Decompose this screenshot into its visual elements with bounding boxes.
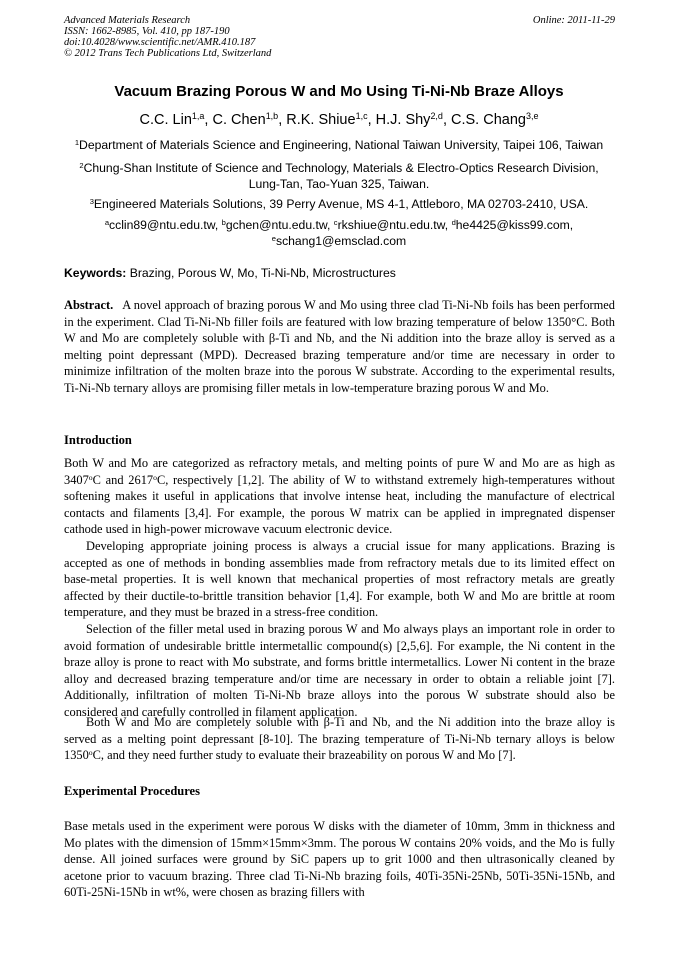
- affiliation-text: Department of Materials Science and Engineering, National Taiwan University, Taipei 106, Taiwan: [79, 138, 604, 152]
- abstract: [64, 297, 615, 396]
- keywords-text: Brazing, Porous W, Mo, Ti-Ni-Nb, Microstructures: [126, 266, 396, 280]
- online-date: Online: 2011-11-29: [532, 15, 615, 26]
- author-name: H.J. Shy: [375, 112, 431, 128]
- author-affiliation-marker: 2,d: [430, 111, 443, 122]
- author-name: C.C. Lin: [139, 112, 192, 128]
- keywords-label: Keywords:: [64, 266, 127, 280]
- intro-paragraph-4: [64, 714, 615, 764]
- affiliation-text: Chung-Shan Institute of Science and Technology, Materials & Electro-Optics Research Division,: [83, 161, 599, 175]
- email-link[interactable]: schang1@emsclad.com: [275, 234, 407, 248]
- affiliation-text: Engineered Materials Solutions, 39 Perry Avenue, MS 4-1, Attleboro, MA 02703-2410, USA.: [93, 197, 589, 211]
- abstract-text: A novel approach of brazing porous W and Mo using three clad Ti-Ni-Nb foils has been performed in the experiment. Clad Ti-Ni-Nb filler foils are featured with low brazing temperature of below 1350°C. Both W and Mo are completely soluble with β-Ti and Nb, and the Ni addition into the braze alloy is served as a melting point depressant (MPD). Decreased brazing temperature and/or time are necessary in order to minimize infiltration of the molten braze into the porous W substrate. According to the experimental results, Ti-Ni-Nb ternary alloys are promising filler metals in low-temperature brazing porous W and Mo.: [64, 298, 615, 395]
- author-list: [40, 112, 638, 128]
- paragraph-text: Both W and Mo are categorized as refractory metals, and melting points of pure W and Mo are as high as 3407: [64, 456, 615, 487]
- email-marker: e: [271, 233, 276, 243]
- email-link[interactable]: rkshiue@ntu.edu.tw,: [337, 218, 452, 232]
- doi[interactable]: doi:10.4028/www.scientific.net/AMR.410.187: [64, 37, 256, 48]
- copyright: © 2012 Trans Tech Publications Ltd, Switzerland: [64, 48, 272, 59]
- email-link[interactable]: cclin89@ntu.edu.tw,: [109, 218, 222, 232]
- paper-title: Vacuum Brazing Porous W and Mo Using Ti-Ni-Nb Braze Alloys: [114, 83, 564, 100]
- journal-name: Advanced Materials Research: [64, 15, 191, 26]
- paragraph-text: C, and they need further study to evaluate their brazeability on porous W and Mo [7].: [92, 748, 516, 762]
- paragraph-text: Both W and Mo are completely soluble with β-Ti and Nb, and the Ni addition into the braze alloy is served as a melting point depressant [8-10]. The brazing temperature of Ti-Ni-Nb ternary alloys is below 1350: [64, 715, 615, 762]
- intro-paragraph-1: [64, 455, 615, 538]
- keywords: [64, 266, 615, 280]
- degree-marker: o: [88, 747, 93, 757]
- affiliation-number: 1: [74, 137, 80, 147]
- author-separator: ,: [204, 112, 213, 128]
- email-marker: b: [221, 217, 226, 227]
- paragraph-text: C and 2617: [92, 472, 154, 487]
- email-link[interactable]: he4425@kiss99.com,: [455, 218, 574, 232]
- intro-paragraph-3: Selection of the filler metal used in brazing porous W and Mo always plays an important role in order to avoid formation of undesirable brittle intermetallic compound(s) [2,5,6]. For example, the Ni content in the braze alloy is prone to react with Mo substrate, and forms brittle intermetallics. Lower Ni content in the braze alloy and decreased brazing temperature and/or time are necessary in order to obtain a reliable joint [7]. Additionally, infiltration of molten Ti-Ni-Nb braze alloys into the porous W substrate should also be considered and carefully controlled in filament application.: [64, 622, 615, 719]
- author-separator: ,: [278, 112, 287, 128]
- experimental-paragraph-1: Base metals used in the experiment were porous W disks with the diameter of 10mm, 3mm in thickness and Mo plates with the dimension of 15mm×15mm×3mm. The porous W contains 20% voids, and the Mo is fully dense. All joined surfaces were ground by SiC papers up to grit 1000 and then ultrasonically cleaned by acetone prior to vacuum brazing. Three clad Ti-Ni-Nb brazing foils, 40Ti-35Ni-25Nb, 50Ti-35Ni-15Nb, and 60Ti-25Ni-15Nb in wt%, were chosen as brazing fillers with: [64, 819, 615, 899]
- author-affiliation-marker: 1,a: [191, 111, 205, 122]
- issn: ISSN: 1662-8985, Vol. 410, pp 187-190: [64, 26, 230, 37]
- section-heading-introduction: Introduction: [64, 433, 132, 447]
- abstract-label: Abstract.: [64, 298, 114, 312]
- author-separator: ,: [367, 112, 376, 128]
- affiliation-2: [40, 160, 638, 192]
- author-affiliation-marker: 3,e: [525, 111, 539, 122]
- author-emails: [40, 217, 638, 249]
- journal-header: [64, 15, 615, 59]
- author-separator: ,: [442, 112, 451, 128]
- author-affiliation-marker: 1,b: [265, 111, 279, 122]
- email-link[interactable]: gchen@ntu.edu.tw,: [225, 218, 334, 232]
- paragraph-text: C, respectively [1,2]. The ability of W to withstand extremely high-temperatures without softening makes it useful in applications that involve intense heat, including the manufacture of electrical contacts and filaments [3,4]. For example, the porous W matrix can be applied in impregnated dispenser cathode used in high-power microwave vacuum electronic device.: [64, 472, 615, 536]
- affiliation-1: [40, 137, 638, 153]
- email-marker: c: [333, 217, 338, 227]
- affiliation-text: Lung-Tan, Tao-Yuan 325, Taiwan.: [248, 177, 430, 191]
- section-heading-experimental: Experimental Procedures: [64, 784, 200, 798]
- email-marker: a: [104, 217, 110, 227]
- affiliation-number: 2: [79, 160, 84, 170]
- degree-marker: o: [153, 472, 157, 482]
- email-marker: d: [451, 217, 456, 227]
- affiliation-3: [40, 196, 638, 212]
- author-name: C.S. Chang: [451, 112, 526, 128]
- intro-paragraph-2: Developing appropriate joining process is always a crucial issue for many applications. Brazing is accepted as one of methods in bonding assemblies made from refractory metals due to its limited effect on base-metal properties. It is well known that mechanical properties of most refractory metals are greatly affected by their ductile-to-brittle transition behavior [1,4]. For example, both W and Mo are brittle at room temperature, and they must be brazed in a stress-free condition.: [64, 539, 615, 619]
- author-affiliation-marker: 1,c: [355, 111, 368, 122]
- author-name: C. Chen: [212, 112, 266, 128]
- degree-marker: o: [88, 472, 93, 482]
- affiliation-number: 3: [89, 196, 94, 206]
- author-name: R.K. Shiue: [286, 112, 356, 128]
